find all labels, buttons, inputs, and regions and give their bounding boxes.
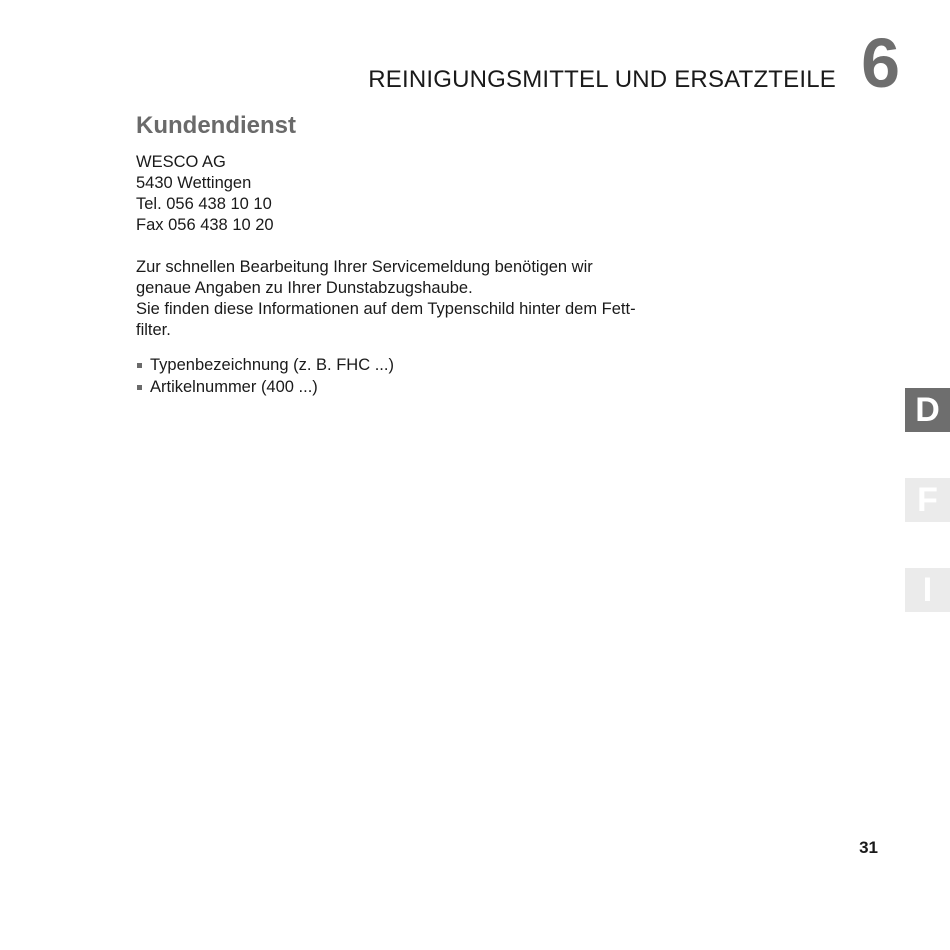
page-number: 31 (859, 838, 878, 857)
square-bullet-icon (137, 363, 142, 368)
list-item-text: Typenbezeichnung (z. B. FHC ...) (150, 356, 394, 374)
section-title: Kundendienst (136, 112, 296, 139)
info-line: Sie finden diese Informationen auf dem Typenschild hinter dem Fett- (136, 300, 636, 318)
language-tab-d[interactable]: D (905, 388, 950, 432)
list-item (136, 354, 656, 376)
square-bullet-icon (137, 385, 142, 390)
info-paragraph (136, 257, 656, 341)
language-tab-f[interactable]: F (905, 478, 950, 522)
bullet-list (136, 354, 656, 398)
company-name: WESCO AG (136, 153, 226, 171)
phone-line: Tel. 056 438 10 10 (136, 195, 272, 213)
chapter-title: REINIGUNGSMITTEL UND ERSATZTEILE (368, 66, 836, 93)
info-line: filter. (136, 321, 171, 339)
address-block (136, 152, 656, 236)
fax-line: Fax 056 438 10 20 (136, 216, 274, 234)
info-line: Zur schnellen Bearbeitung Ihrer Servicemeldung benötigen wir (136, 258, 593, 276)
list-item-text: Artikelnummer (400 ...) (150, 378, 318, 396)
list-item (136, 376, 656, 398)
main-content (136, 110, 656, 398)
city-line: 5430 Wettingen (136, 174, 252, 192)
info-line: genaue Angaben zu Ihrer Dunstabzugshaube. (136, 279, 473, 297)
language-tab-i[interactable]: I (905, 568, 950, 612)
chapter-number: 6 (861, 24, 900, 102)
